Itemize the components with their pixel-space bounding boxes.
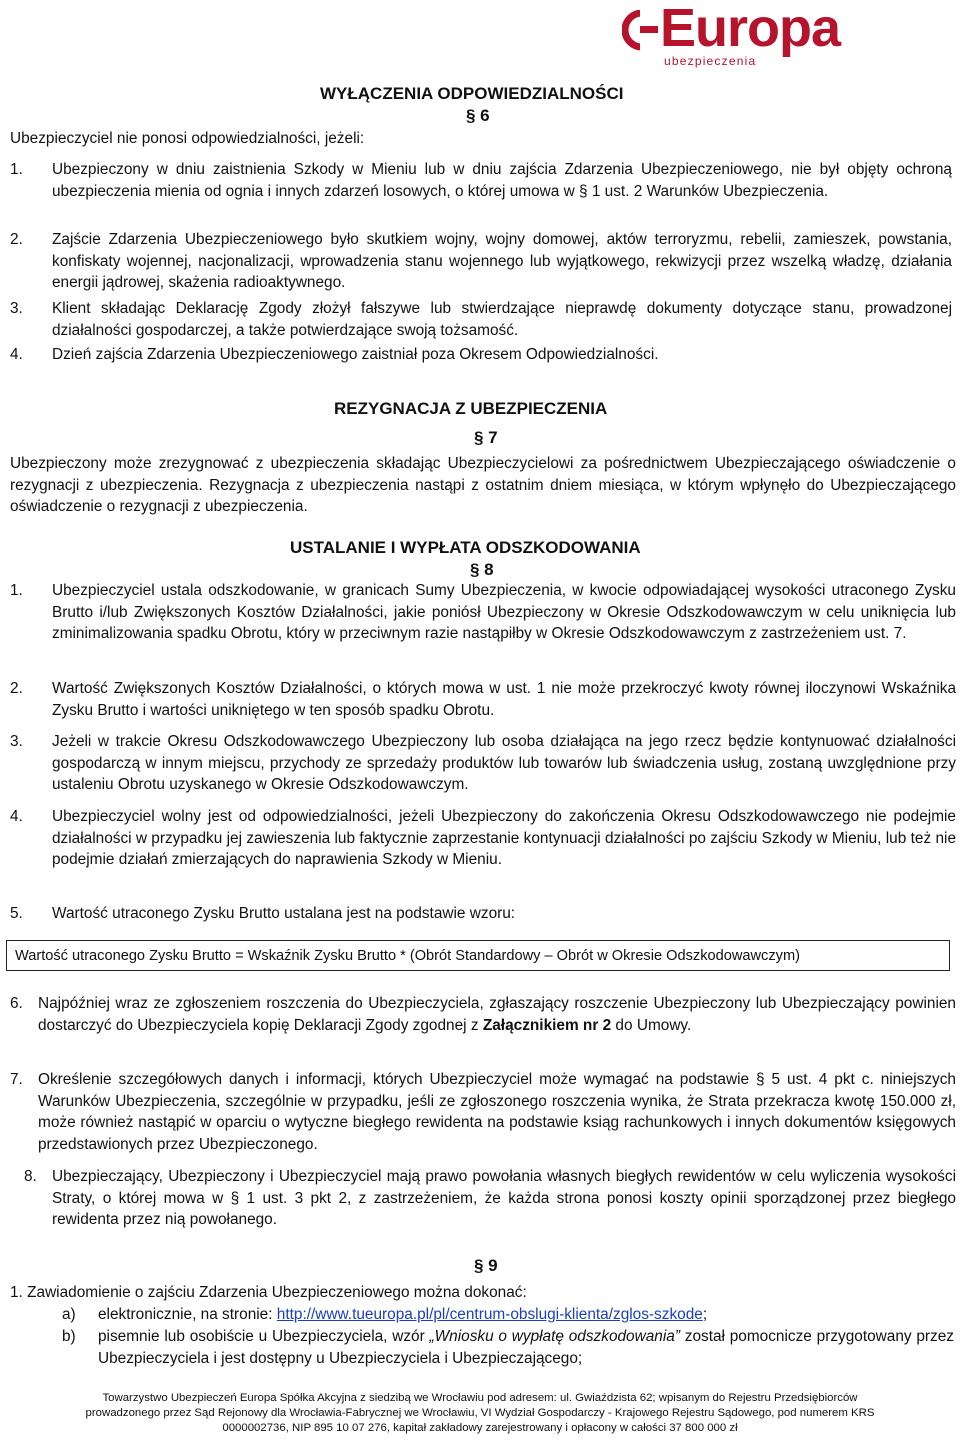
s8-item-6-text (38, 993, 956, 1036)
europa-logo (622, 0, 952, 70)
s8-item-4-text: Ubezpieczyciel wolny jest od odpowiedzialności, jeżeli Ubezpieczony do zakończenia Okresu Odszkodowawczego nie podejmie działalności w przypadku jej zawieszenia lub faktycznie zaprzestanie kontynuacji działalności po zajściu Szkody w Mieniu, lub też nie podejmie działań zmierzających do naprawienia Szkody w Mieniu. (52, 808, 956, 869)
s8-item-6-body: Najpóźniej wraz ze zgłoszeniem roszczenia do Ubezpieczyciela, zgłaszający roszczenie Ubezpieczony lub Ubezpieczający powinien dostarczyć do Ubezpieczyciela kopię Deklaracji Zgody zgodnej z (38, 995, 956, 1034)
s9-item-a (98, 1304, 954, 1326)
s9-item-a-label: a) (62, 1306, 76, 1323)
s9-item-a-tail: ; (702, 1306, 708, 1323)
s8-item-2-num: 2. (10, 680, 23, 697)
s8-item-7-num: 7. (10, 1071, 23, 1088)
s9-item-1: 1. Zawiadomienie o zajściu Zdarzenia Ubezpieczeniowego można dokonać: (10, 1284, 527, 1301)
footer-line-2: prowadzonego przez Sąd Rejonowy dla Wrocławia-Fabrycznej we Wrocławiu, VI Wydział Gospodarczy - Krajowego Rejestru Sądowego, pod numerem KRS (85, 1407, 875, 1419)
s8-item-2-text: Wartość Zwiększonych Kosztów Działalności, o których mowa w ust. 1 nie może przekroczyć kwoty równej iloczynowi Wskaźnika Zysku Brutto i wartości unikniętego w ten sposób spadku Obrotu. (52, 680, 956, 719)
section-8-heading: USTALANIE I WYPŁATA ODSZKODOWANIA (290, 538, 641, 557)
s9-item-b-tail: został pomocnicze przygotowany przez Ubezpieczyciela i jest dostępny u Ubezpieczyciela i Ubezpieczającego; (98, 1328, 955, 1367)
section-6-heading: WYŁĄCZENIA ODPOWIEDZIALNOŚCI (320, 84, 624, 103)
s9-item-a-text: elektronicznie, na stronie: (98, 1306, 277, 1323)
footer-line-3: 0000002736, NIP 895 10 07 276, kapitał zakładowy zarejestrowany i opłacony w całości 37 800 000 zł (222, 1422, 738, 1434)
s8-item-5-text: Wartość utraconego Zysku Brutto ustalana jest na podstawie wzoru: (52, 905, 516, 922)
section-7-heading: REZYGNACJA Z UBEZPIECZENIA (334, 399, 608, 418)
section-9-mark: § 9 (474, 1256, 498, 1275)
s8-item-3-num: 3. (10, 733, 23, 750)
footer-line-1: Towarzystwo Ubezpieczeń Europa Spółka Akcyjna z siedzibą we Wrocławiu pod adresem: ul. Gwiaździsta 62; wpisanym do Rejestru Przedsiębiorców (102, 1392, 858, 1404)
s6-item-2-text: Zajście Zdarzenia Ubezpieczeniowego było skutkiem wojny, wojny domowej, aktów terroryzmu, rebelii, zamieszek, powstania, konfiskaty wojennej, nacjonalizacji, wprowadzenia stanu wojennego lub wyjątkowego, rekwizycji przez wszelką władzę, działania energii jądrowej, skażenia radioaktywnego. (52, 231, 952, 292)
claim-report-link[interactable]: http://www.tueuropa.pl/pl/centrum-obslugi-klienta/zglos-szkode (276, 1306, 703, 1323)
section-7-mark: § 7 (474, 428, 498, 447)
s8-item-6-num: 6. (10, 995, 23, 1012)
s8-item-1-num: 1. (10, 582, 23, 599)
logo-subtitle: ubezpieczenia (664, 54, 757, 68)
s6-item-4-num: 4. (10, 346, 23, 363)
s9-item-b-text: pisemnie lub osobiście u Ubezpieczyciela, wzór (98, 1328, 430, 1345)
s6-item-1-text: Ubezpieczony w dniu zaistnienia Szkody w Mieniu lub w dniu zajścia Zdarzenia Ubezpieczeniowego, nie był objęty ochroną ubezpieczenia mienia od ognia i innych zdarzeń losowych, o której umowa w § 1 ust. 2 Warunków Ubezpieczenia. (52, 161, 952, 200)
section-8-mark: § 8 (470, 560, 494, 579)
s8-item-8-text: Ubezpieczający, Ubezpieczony i Ubezpieczyciel mają prawo powołania własnych biegłych rewidentów w celu wyliczenia wysokości Straty, o której mowa w § 1 ust. 3 pkt 2, z zastrzeżeniem, że każda strona ponosi koszty opinii sporządzonej przez biegłego rewidenta przez nią powołanego. (52, 1168, 956, 1229)
s8-item-1-text: Ubezpieczyciel ustala odszkodowanie, w granicach Sumy Ubezpieczenia, w kwocie odpowiadającej wysokości utraconego Zysku Brutto i/lub Zwiększonych Kosztów Działalności, jakie poniósł Ubezpieczony w Okresie Odszkodowawczym w celu uniknięcia lub zminimalizowania spadku Obrotu, który w przeciwnym razie nastąpiłby w Okresie Odszkodowawczym z zastrzeżeniem ust. 7. (52, 582, 956, 643)
s8-item-3-text: Jeżeli w trakcie Okresu Odszkodowawczego Ubezpieczony lub osoba działająca na jego rzecz będzie kontynuować działalności gospodarczą w innym miejscu, przychody ze sprzedaży produktów lub towarów lub świadczenia usług, zostaną uwzględnione przy ustaleniu Obrotu uzyskanego w Okresie Odszkodowawczym. (52, 733, 956, 794)
s9-item-b (98, 1326, 954, 1369)
s8-item-4-num: 4. (10, 808, 23, 825)
logo-wordmark: Europa (660, 0, 841, 58)
s9-item-b-italic: „Wniosku o wypłatę odszkodowania” (429, 1328, 680, 1345)
s8-item-6-tail: do Umowy. (611, 1016, 692, 1034)
s6-item-2-num: 2. (10, 231, 23, 248)
page-footer (0, 1391, 960, 1436)
s6-item-4-text: Dzień zajścia Zdarzenia Ubezpieczeniowego zaistniał poza Okresem Odpowiedzialności. (52, 346, 659, 363)
s6-item-3-num: 3. (10, 300, 23, 317)
logo-mark-icon (622, 10, 662, 54)
s8-item-8-num: 8. (24, 1168, 37, 1185)
s8-item-5-num: 5. (10, 905, 23, 922)
s6-item-3-text: Klient składając Deklarację Zgody złożył fałszywe lub stwierdzające nieprawdę dokumenty dotyczące stanu, prowadzonej działalności gospodarczej, a także potwierdzające swoją tożsamość. (52, 300, 952, 339)
s8-item-6-bold: Załącznikiem nr 2 (482, 1016, 612, 1034)
section-6-mark: § 6 (466, 106, 490, 125)
s8-item-7-text: Określenie szczegółowych danych i informacji, których Ubezpieczyciel może wymagać na podstawie § 5 ust. 4 pkt c. niniejszych Warunków Ubezpieczenia, szczególnie w przypadku, jeśli ze zgłoszonego roszczenia wynika, że Strata przekracza kwotę 150.000 zł, może również nastąpić w oparciu o wytyczne biegłego rewidenta na podstawie ksiąg rachunkowych i innych dokumentów księgowych przedstawionych przez Ubezpieczonego. (38, 1071, 956, 1153)
s6-item-1-num: 1. (10, 161, 23, 178)
section-7-text: Ubezpieczony może zrezygnować z ubezpieczenia składając Ubezpieczycielowi za pośrednictwem Ubezpieczającego oświadczenie o rezygnacji z ubezpieczenia. Rezygnacja z ubezpieczenia nastąpi z ostatnim dniem miesiąca, w którym wpłynęło do Ubezpieczającego oświadczenie o rezygnacji z ubezpieczenia. (10, 455, 956, 516)
s9-item-b-label: b) (62, 1328, 76, 1345)
formula-box: Wartość utraconego Zysku Brutto = Wskaźnik Zysku Brutto * (Obrót Standardowy – Obrót w Okresie Odszkodowawczym) (6, 940, 950, 971)
section-6-intro: Ubezpieczyciel nie ponosi odpowiedzialności, jeżeli: (10, 130, 365, 147)
